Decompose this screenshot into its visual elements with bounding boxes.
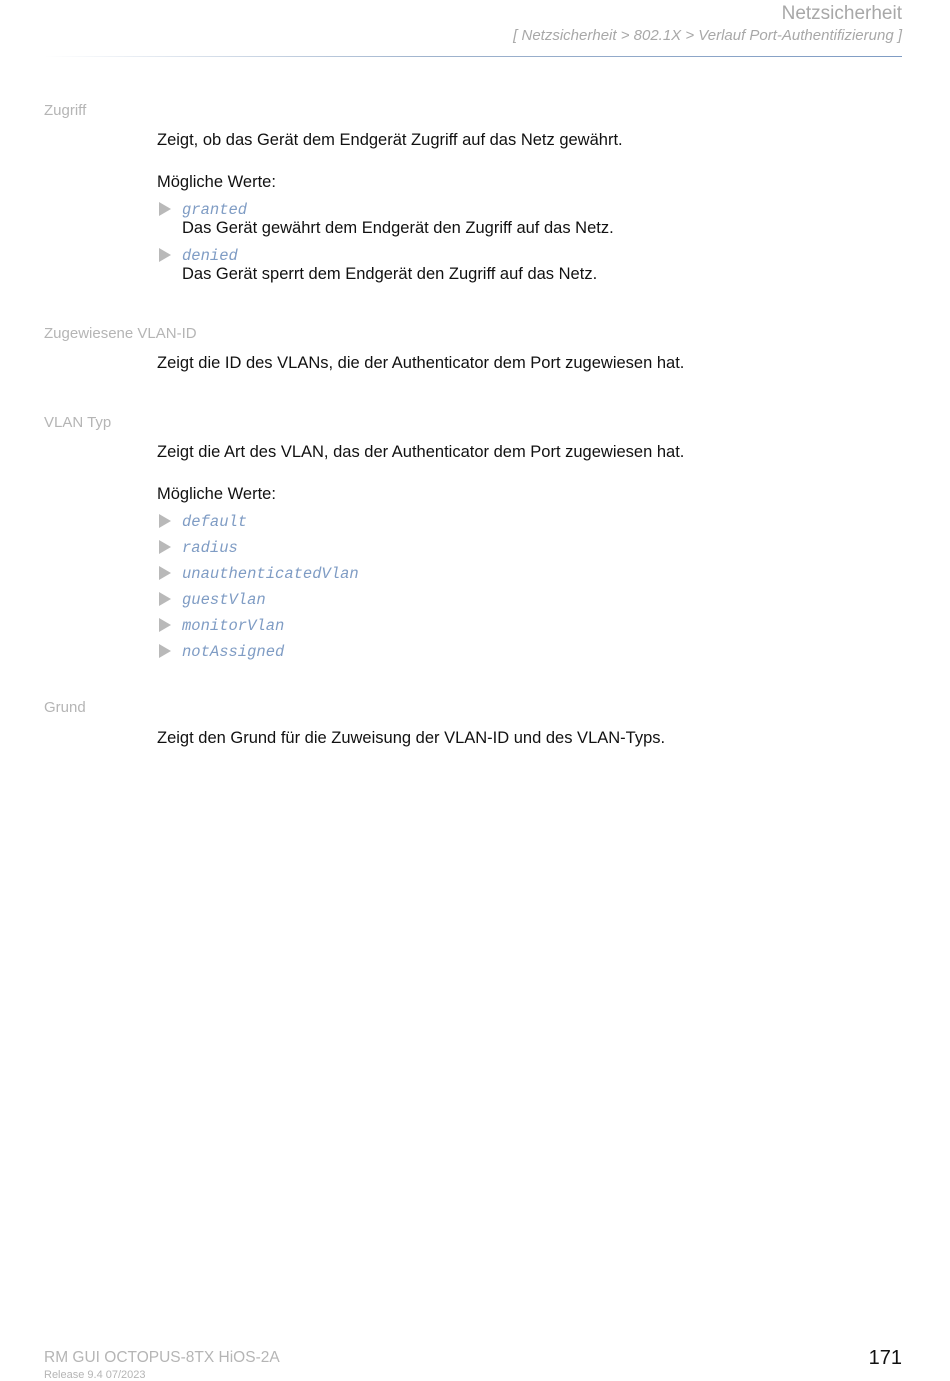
bullet-arrow-icon (159, 540, 171, 554)
section-label-vlan-id: Zugewiesene VLAN-ID (44, 325, 197, 342)
vlan-typ-values-intro: Mögliche Werte: (157, 485, 276, 503)
value-code-not-assigned: notAssigned (182, 643, 285, 661)
section-label-vlan-typ: VLAN Typ (44, 414, 112, 431)
header-divider (44, 56, 902, 57)
chapter-title: Netzsicherheit (781, 3, 902, 24)
vlan-id-description: Zeigt die ID des VLANs, die der Authenticator dem Port zugewiesen hat. (157, 354, 685, 372)
vlan-typ-description: Zeigt die Art des VLAN, das der Authenticator dem Port zugewiesen hat. (157, 443, 685, 461)
value-code-radius: radius (182, 539, 238, 557)
bullet-arrow-icon (159, 566, 171, 580)
bullet-arrow-icon (159, 202, 171, 216)
footer-product: RM GUI OCTOPUS-8TX HiOS-2A (44, 1349, 280, 1366)
page-number: 171 (868, 1347, 902, 1369)
value-code-unauthenticated-vlan: unauthenticatedVlan (182, 565, 359, 583)
zugriff-values-intro: Mögliche Werte: (157, 173, 276, 191)
value-code-granted: granted (182, 201, 248, 219)
bullet-arrow-icon (159, 514, 171, 528)
value-code-denied: denied (182, 247, 238, 265)
value-code-guest-vlan: guestVlan (182, 591, 266, 609)
bullet-arrow-icon (159, 248, 171, 262)
value-code-monitor-vlan: monitorVlan (182, 617, 285, 635)
zugriff-description: Zeigt, ob das Gerät dem Endgerät Zugriff auf das Netz gewährt. (157, 131, 623, 149)
value-desc-granted: Das Gerät gewährt dem Endgerät den Zugriff auf das Netz. (182, 219, 614, 237)
value-desc-denied: Das Gerät sperrt dem Endgerät den Zugriff auf das Netz. (182, 265, 598, 283)
breadcrumb: [ Netzsicherheit > 802.1X > Verlauf Port-Authentifizierung ] (513, 27, 902, 44)
value-code-default: default (182, 513, 248, 531)
section-label-zugriff: Zugriff (44, 102, 87, 119)
grund-description: Zeigt den Grund für die Zuweisung der VLAN-ID und des VLAN-Typs. (157, 729, 666, 747)
bullet-arrow-icon (159, 644, 171, 658)
bullet-arrow-icon (159, 618, 171, 632)
footer-release: Release 9.4 07/2023 (44, 1369, 146, 1381)
bullet-arrow-icon (159, 592, 171, 606)
section-label-grund: Grund (44, 699, 86, 716)
